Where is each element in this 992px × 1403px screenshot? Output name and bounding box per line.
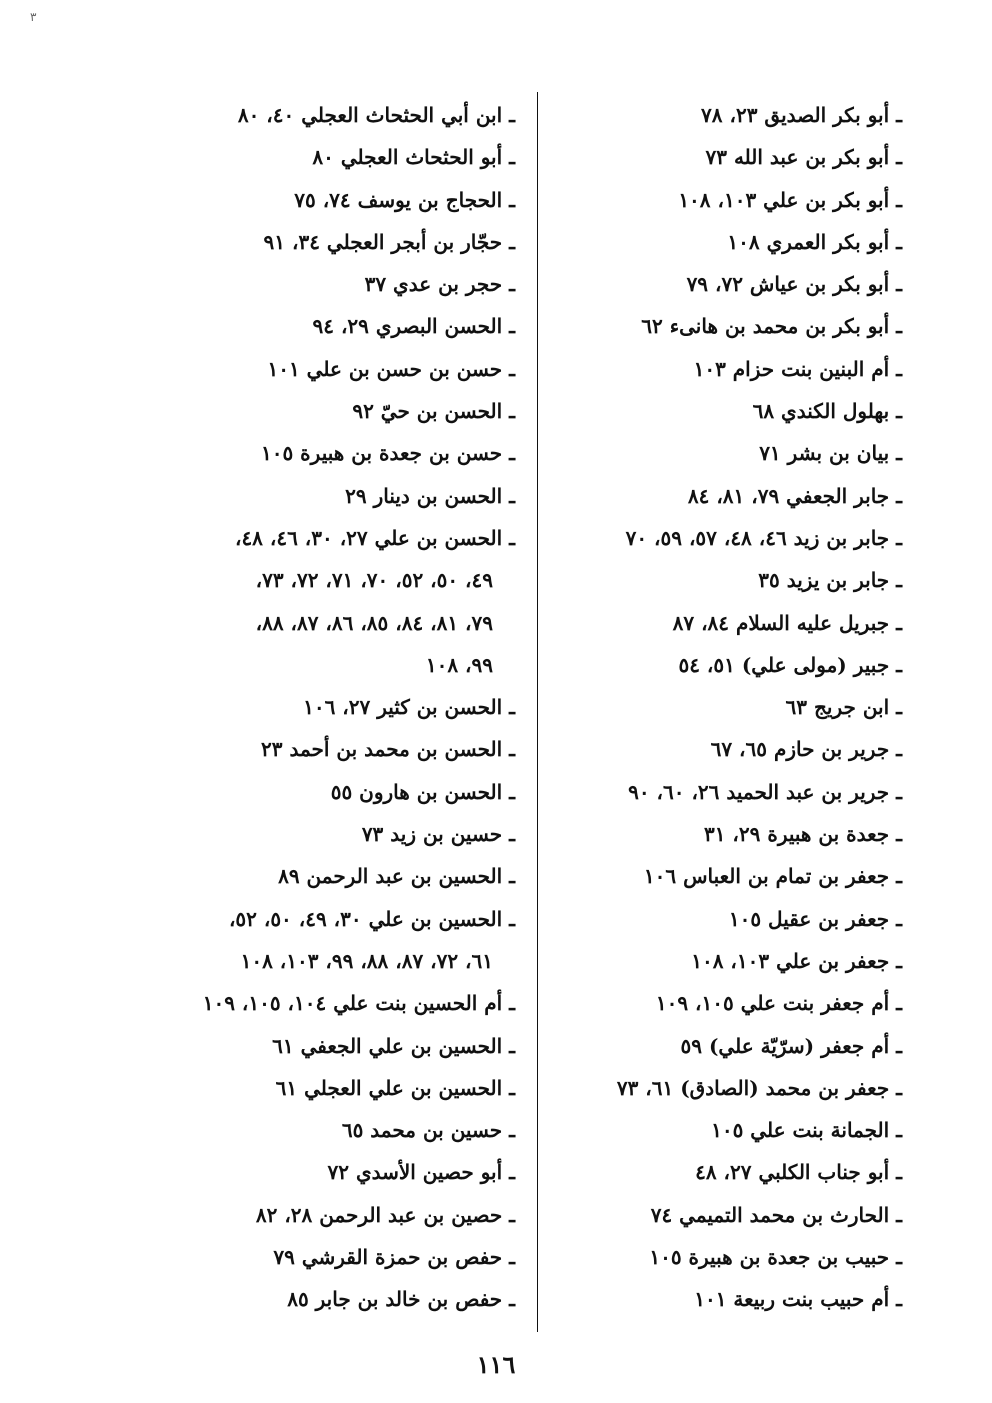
index-entry: ـ حسين بن زيد ٧٣ <box>361 822 515 847</box>
index-entry: ـ أبو بكر بن علي ١٠٣، ١٠٨ <box>678 187 902 212</box>
index-entry: ـ جبير (مولى علي) ٥١، ٥٤ <box>678 652 902 677</box>
corner-mark: ۳ <box>30 10 37 24</box>
index-entry: ـ حصين بن عبد الرحمن ٢٨، ٨٢ <box>255 1202 515 1227</box>
index-entry: ـ أم البنين بنت حزام ١٠٣ <box>693 356 902 381</box>
index-column-left <box>95 94 515 1321</box>
index-entry-continuation: ٩٩، ١٠٨ <box>425 652 493 677</box>
index-entry: ـ الحسين بن علي ٣٠، ٤٩، ٥٠، ٥٢، <box>228 906 515 931</box>
index-entry: ـ الحسن بن علي ٢٧، ٣٠، ٤٦، ٤٨، <box>234 525 515 550</box>
index-entry: ـ حجّار بن أبجر العجلي ٣٤، ٩١ <box>263 229 515 254</box>
index-entry: ـ الحسن بن كثير ٢٧، ١٠٦ <box>303 695 515 720</box>
index-entry: ـ أبو بكر بن عياش ٧٢، ٧٩ <box>686 272 902 297</box>
index-entry: ـ حسين بن محمد ٦٥ <box>341 1118 515 1143</box>
index-entry: ـ أم جعفر (سرّيّة علي) ٥٩ <box>680 1033 902 1058</box>
index-entry: ـ جعفر بن عقيل ١٠٥ <box>728 906 902 931</box>
index-column-right <box>482 94 902 1321</box>
index-entry: ـ الحسن بن دينار ٢٩ <box>345 483 515 508</box>
index-entry: ـ الحسين بن علي العجلي ٦١ <box>275 1075 515 1100</box>
index-entry: ـ أم حبيب بنت ربيعة ١٠١ <box>694 1287 902 1312</box>
index-entry: ـ جعدة بن هبيرة ٢٩، ٣١ <box>703 822 902 847</box>
index-entry: ـ الحسين بن عبد الرحمن ٨٩ <box>278 864 515 889</box>
index-entry: ـ جعفر بن تمام بن العباس ١٠٦ <box>643 864 902 889</box>
index-entry: ـ بيان بن بشر ٧١ <box>759 441 902 466</box>
index-entry: ـ الحسن بن محمد بن أحمد ٢٣ <box>261 737 515 762</box>
index-entry: ـ أبو جناب الكلبي ٢٧، ٤٨ <box>695 1160 902 1185</box>
index-entry: ـ أبو حصين الأسدي ٧٢ <box>327 1160 515 1185</box>
index-entry: ـ ابن أبي الحثحاث العجلي ٤٠، ٨٠ <box>237 103 515 127</box>
index-entry: ـ جابر الجعفي ٧٩، ٨١، ٨٤ <box>687 483 902 508</box>
index-entry: ـ الحسن البصري ٢٩، ٩٤ <box>312 314 515 339</box>
column-divider <box>537 92 538 1332</box>
index-entry: ـ الجمانة بنت علي ١٠٥ <box>711 1118 902 1143</box>
index-entry: ـ الحسين بن علي الجعفي ٦١ <box>272 1033 515 1058</box>
index-entry: ـ جعفر بن محمد (الصادق) ٦١، ٧٣ <box>616 1075 902 1100</box>
index-entry-continuation: ٤٩، ٥٠، ٥٢، ٧٠، ٧١، ٧٢، ٧٣، <box>255 568 493 593</box>
index-entry-continuation: ٧٩، ٨١، ٨٤، ٨٥، ٨٦، ٨٧، ٨٨، <box>255 610 493 635</box>
index-entry: ـ جعفر بن علي ١٠٣، ١٠٨ <box>691 948 902 973</box>
index-entry: ـ جابر بن زيد ٤٦، ٤٨، ٥٧، ٥٩، ٧٠ <box>625 525 902 550</box>
index-entry: ـ الحسن بن هارون ٥٥ <box>330 779 515 804</box>
index-entry: ـ حسن بن حسن بن علي ١٠١ <box>267 356 515 381</box>
page-number: ١١٦ <box>476 1350 516 1379</box>
index-entry-continuation: ٦١، ٧٢، ٨٧، ٨٨، ٩٩، ١٠٣، ١٠٨ <box>240 948 493 973</box>
index-entry: ـ حسن بن جعدة بن هبيرة ١٠٥ <box>260 441 515 466</box>
index-entry: ـ ابن جريج ٦٣ <box>785 695 902 720</box>
index-entry: ـ أم جعفر بنت علي ١٠٥، ١٠٩ <box>655 991 902 1016</box>
index-entry: ـ حبيب بن جعدة بن هبيرة ١٠٥ <box>649 1245 902 1270</box>
index-entry: ـ الحسن بن حيّ ٩٢ <box>352 399 515 424</box>
index-entry: ـ أم الحسين بنت علي ١٠٤، ١٠٥، ١٠٩ <box>202 991 515 1016</box>
index-entry: ـ جرير بن حازم ٦٥، ٦٧ <box>710 737 902 762</box>
index-entry: ـ أبو بكر الصديق ٢٣، ٧٨ <box>701 103 902 127</box>
index-entry: ـ أبو الحثحاث العجلي ٨٠ <box>312 145 515 170</box>
index-entry: ـ حفص بن حمزة القرشي ٧٩ <box>273 1245 515 1270</box>
index-entry: ـ أبو بكر بن محمد بن هانىء ٦٢ <box>641 314 902 339</box>
index-entry: ـ أبو بكر العمري ١٠٨ <box>727 229 902 254</box>
index-entry: ـ جرير بن عبد الحميد ٢٦، ٦٠، ٩٠ <box>628 779 902 804</box>
index-entry: ـ بهلول الكندي ٦٨ <box>752 399 902 424</box>
index-entry: ـ الحارث بن محمد التميمي ٧٤ <box>650 1202 902 1227</box>
index-entry: ـ الحجاج بن يوسف ٧٤، ٧٥ <box>294 187 515 212</box>
index-entry: ـ جبريل عليه السلام ٨٤، ٨٧ <box>672 610 902 635</box>
index-entry: ـ حفص بن خالد بن جابر ٨٥ <box>287 1287 515 1312</box>
index-entry: ـ أبو بكر بن عبد الله ٧٣ <box>705 145 902 170</box>
index-entry: ـ حجر بن عدي ٣٧ <box>364 272 515 297</box>
index-entry: ـ جابر بن يزيد ٣٥ <box>758 568 902 593</box>
